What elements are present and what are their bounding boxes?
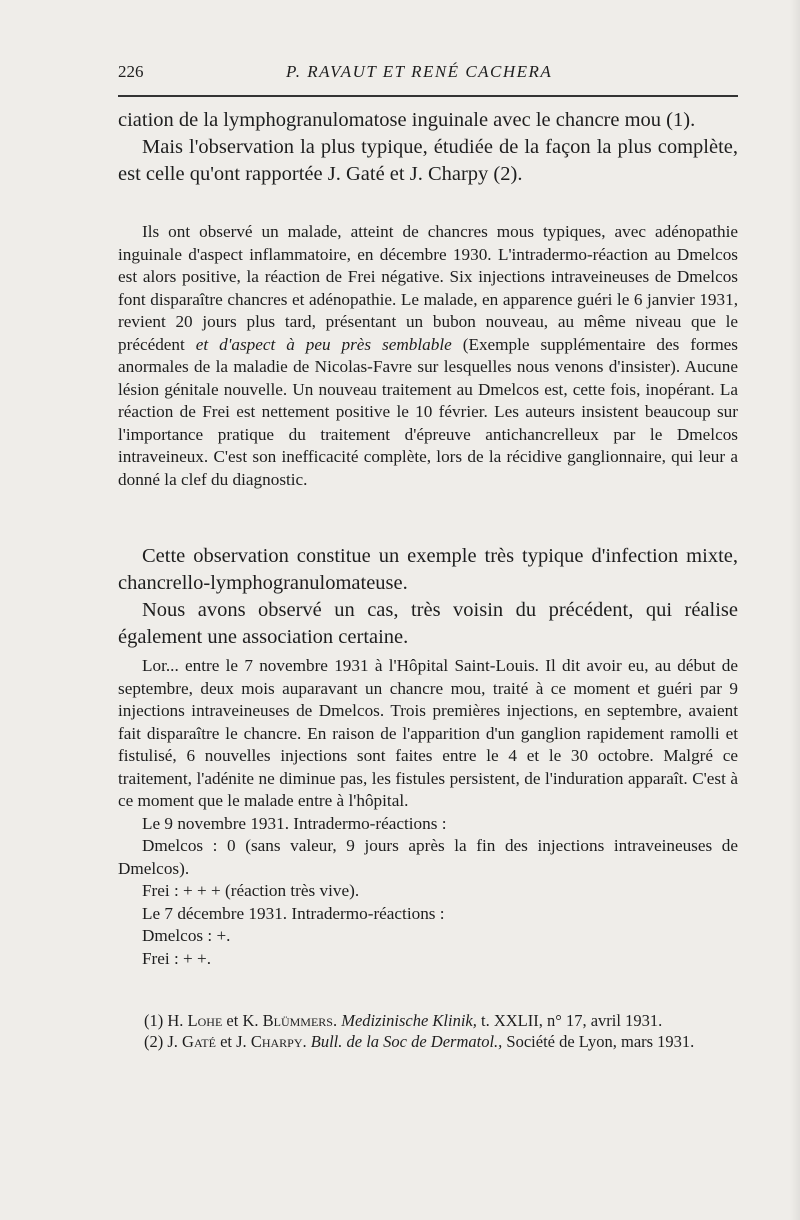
observation [118, 655, 738, 970]
observation-line: Le 7 décembre 1931. Intradermo-réactions : [142, 903, 445, 923]
observation-paragraph: Lor... entre le 7 novembre 1931 à l'Hôpital Saint-Louis. Il dit avoir eu, au début de septembre, deux mois auparavant un chancre mou, traité à ce moment et guéri par 9 injections intraveineuses de Dmelcos. Trois premières injections, en septembre, avaient fait disparaître le chancre. En raison de l'apparition d'un ganglion rapidement ramolli et fistulisé, 6 nouvelles injections sont faites entre le 4 et le 30 octobre. Malgré ce traitement, l'adénite ne diminue pas, les fistules persistent, de l'induration apparaît. C'est à ce moment que le malade entre à l'hôpital. [118, 656, 738, 810]
paragraph: Cette observation constitue un exemple très typique d'infection mixte, chancrello-lymphogranulomateuse. [118, 545, 738, 594]
case-report-text: Ils ont observé un malade, atteint de chancres mous typiques, avec adénopathie inguinale d'aspect inflammatoire, en décembre 1930. L'intradermo-réaction au Dmelcos est alors positive, la réaction de Frei négative. Six injections intraveineuses de Dmelcos font disparaître chancres et adénopathie. Le malade, en apparence guéri le 6 janvier 1931, revient 20 jours plus tard, présentant un bubon nouveau, au même niveau que le précédent [118, 222, 738, 354]
footnote-marker: (1) H. [144, 1011, 184, 1030]
observation-line: Frei : + + + (réaction très vive). [142, 881, 360, 900]
footnote-author: Blümmers. [262, 1011, 338, 1030]
footnote-2 [118, 1031, 738, 1052]
footnote-text: et K. [226, 1011, 259, 1030]
page-number: 226 [118, 62, 144, 81]
footnote-author: Charpy. [250, 1032, 307, 1051]
footnote-text: t. XXLII, n° 17, avril 1931. [481, 1011, 663, 1030]
case-report [118, 221, 738, 491]
observation-line: Dmelcos : +. [142, 926, 231, 945]
observation-line: Le 9 novembre 1931. Intradermo-réactions : [142, 813, 447, 833]
intro-paragraphs [118, 107, 738, 188]
paragraph: Mais l'observation la plus typique, étudiée de la façon la plus complète, est celle qu'ont rapportée J. Gaté et J. Charpy (2). [118, 136, 738, 185]
middle-paragraphs [118, 543, 738, 651]
case-report-paragraph [118, 221, 738, 491]
case-report-text: (Exemple supplémentaire des formes anormales de la maladie de Nicolas-Favre sur lesquelles nous venons d'insister). Aucune lésion génitale nouvelle. Un nouveau traitement au Dmelcos est, cette fois, inopérant. La réaction de Frei est nettement positive le 10 février. Les auteurs insistent beaucoup sur l'importance pratique du traitement d'épreuve antichancrelleux par le Dmelcos intraveineux. C'est son inefficacité complète, lors de la récidive ganglionnaire, qui leur a donné la clef du diagnostic. [118, 334, 739, 489]
header-rule [118, 95, 738, 97]
running-title: P. RAVAUT ET RENÉ CACHERA [286, 62, 553, 81]
paragraph: ciation de la lymphogranulomatose inguinale avec le chancre mou (1). [118, 109, 696, 131]
paragraph: Nous avons observé un cas, très voisin du précédent, qui réalise également une association certaine. [118, 599, 738, 648]
footnote-journal: Bull. de la Soc de Dermatol., [310, 1032, 503, 1051]
footnote-journal: Medizinische Klinik, [341, 1011, 477, 1030]
case-report-emphasis: et d'aspect à peu près semblable [195, 334, 452, 354]
footnote-text: et J. [220, 1032, 247, 1051]
footnote-text: Société de Lyon, mars 1931. [506, 1032, 695, 1051]
observation-line: Dmelcos : 0 (sans valeur, 9 jours après la fin des injections intraveineuses de Dmelcos). [118, 836, 738, 878]
footnote-author: Gaté [182, 1032, 216, 1051]
page-edge-shadow [790, 0, 800, 1220]
footnotes [118, 1010, 738, 1052]
observation-line: Frei : + +. [142, 948, 212, 968]
footnote-marker: (2) J. [144, 1032, 178, 1051]
footnote-1 [118, 1010, 738, 1031]
footnote-author: Lohe [187, 1011, 223, 1030]
running-head [118, 62, 738, 86]
